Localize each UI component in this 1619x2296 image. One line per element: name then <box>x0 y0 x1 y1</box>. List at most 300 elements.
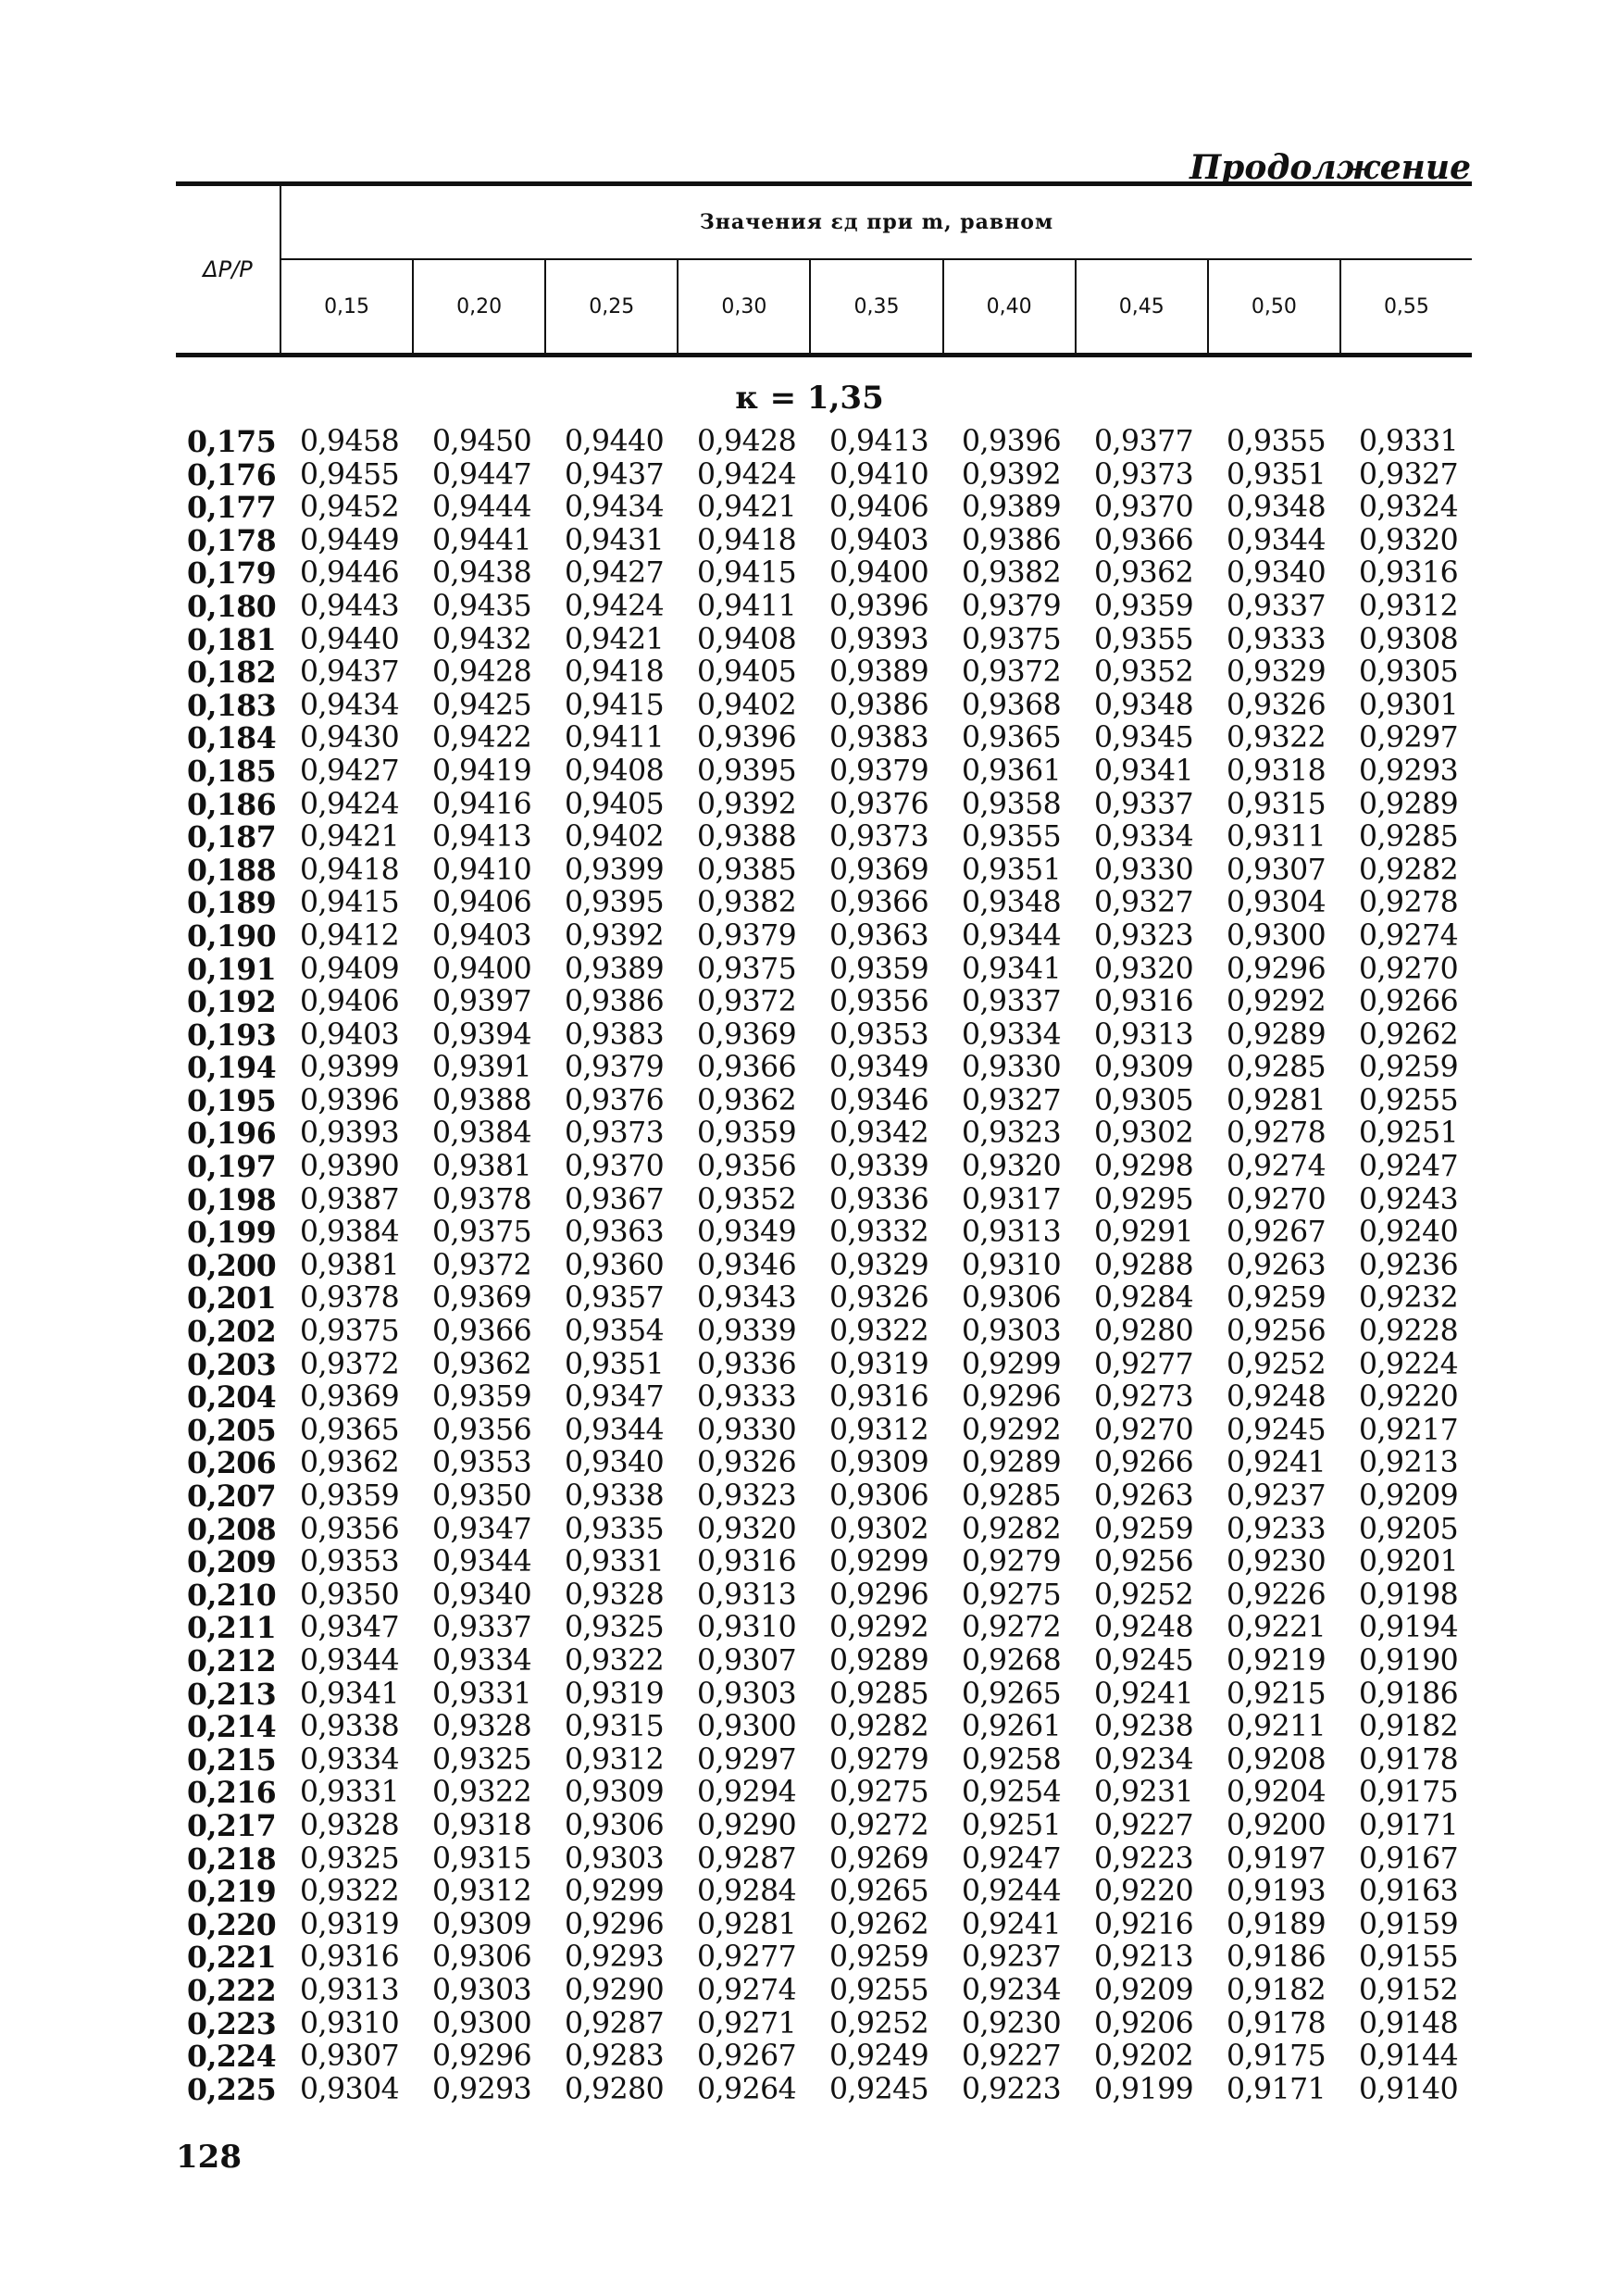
page-number: 128 <box>176 2139 242 2176</box>
value-cell: 0,9338 <box>565 1479 665 1513</box>
value-cell: 0,9171 <box>1227 2072 1326 2106</box>
value-cell: 0,9144 <box>1359 2040 1459 2074</box>
value-cell: 0,9263 <box>1227 1248 1326 1282</box>
value-cell: 0,9362 <box>432 1347 532 1381</box>
value-cell: 0,9334 <box>432 1643 532 1678</box>
value-cell: 0,9256 <box>1227 1315 1326 1349</box>
value-cell: 0,9329 <box>829 1248 929 1282</box>
table-row <box>187 986 1491 1019</box>
value-cell: 0,9243 <box>1359 1182 1459 1217</box>
value-cell: 0,9450 <box>432 425 532 458</box>
value-cell: 0,9292 <box>1227 985 1326 1019</box>
value-cell: 0,9249 <box>829 2040 929 2074</box>
value-cell: 0,9244 <box>962 1875 1062 1909</box>
value-cell: 0,9325 <box>565 1611 665 1645</box>
value-cell: 0,9375 <box>300 1315 400 1349</box>
value-cell: 0,9309 <box>565 1776 665 1810</box>
value-cell: 0,9280 <box>1094 1315 1194 1349</box>
value-cell: 0,9186 <box>1227 1940 1326 1975</box>
value-cell: 0,9440 <box>565 425 665 458</box>
table-row <box>187 1184 1491 1217</box>
value-cell: 0,9233 <box>1227 1512 1326 1546</box>
value-cell: 0,9298 <box>1094 1150 1194 1184</box>
value-cell: 0,9231 <box>1094 1776 1194 1810</box>
value-cell: 0,9205 <box>1359 1512 1459 1546</box>
value-cell: 0,9344 <box>300 1643 400 1678</box>
row-key-cell: 0,204 <box>187 1380 277 1416</box>
value-cell: 0,9254 <box>962 1776 1062 1810</box>
table-row <box>187 1151 1491 1184</box>
row-key-cell: 0,188 <box>187 853 277 888</box>
row-key-cell: 0,178 <box>187 523 277 558</box>
value-cell: 0,9302 <box>1094 1117 1194 1151</box>
value-cell: 0,9405 <box>697 655 797 690</box>
value-cell: 0,9327 <box>962 1083 1062 1117</box>
value-cell: 0,9322 <box>1227 721 1326 755</box>
value-cell: 0,9292 <box>962 1413 1062 1447</box>
value-cell: 0,9373 <box>829 820 929 855</box>
value-cell: 0,9319 <box>300 1907 400 1941</box>
row-key-cell: 0,189 <box>187 886 277 921</box>
value-cell: 0,9316 <box>1094 985 1194 1019</box>
value-cell: 0,9234 <box>962 1973 1062 2007</box>
value-cell: 0,9421 <box>565 622 665 656</box>
value-cell: 0,9281 <box>697 1907 797 1941</box>
value-cell: 0,9379 <box>565 1051 665 1085</box>
value-cell: 0,9268 <box>962 1643 1062 1678</box>
value-cell: 0,9435 <box>432 589 532 623</box>
value-cell: 0,9400 <box>432 952 532 986</box>
value-cell: 0,9265 <box>829 1875 929 1909</box>
value-cell: 0,9418 <box>300 853 400 887</box>
m-column-header: 0,50 <box>1207 260 1339 353</box>
value-cell: 0,9248 <box>1227 1380 1326 1415</box>
value-cell: 0,9369 <box>300 1380 400 1415</box>
value-cell: 0,9293 <box>565 1940 665 1975</box>
value-cell: 0,9213 <box>1094 1940 1194 1975</box>
value-cell: 0,9309 <box>432 1907 532 1941</box>
value-cell: 0,9391 <box>432 1051 532 1085</box>
value-cell: 0,9285 <box>1359 820 1459 855</box>
value-cell: 0,9351 <box>1227 457 1326 492</box>
value-cell: 0,9339 <box>829 1150 929 1184</box>
table-row <box>187 525 1491 558</box>
value-cell: 0,9241 <box>962 1907 1062 1941</box>
value-cell: 0,9285 <box>829 1677 929 1711</box>
value-cell: 0,9312 <box>1359 589 1459 623</box>
value-cell: 0,9259 <box>1359 1051 1459 1085</box>
value-cell: 0,9348 <box>962 886 1062 920</box>
row-key-cell: 0,208 <box>187 1512 277 1547</box>
table-row <box>187 821 1491 855</box>
value-cell: 0,9437 <box>300 655 400 690</box>
value-cell: 0,9296 <box>565 1907 665 1941</box>
value-cell: 0,9306 <box>829 1479 929 1513</box>
value-cell: 0,9399 <box>565 853 665 887</box>
table-row <box>187 2074 1491 2107</box>
value-cell: 0,9305 <box>1094 1083 1194 1117</box>
value-cell: 0,9425 <box>432 688 532 722</box>
value-cell: 0,9392 <box>565 918 665 953</box>
value-cell: 0,9390 <box>300 1150 400 1184</box>
table-row <box>187 1447 1491 1480</box>
value-cell: 0,9256 <box>1094 1545 1194 1579</box>
value-cell: 0,9258 <box>962 1742 1062 1777</box>
value-cell: 0,9245 <box>829 2072 929 2106</box>
value-cell: 0,9330 <box>697 1413 797 1447</box>
value-cell: 0,9247 <box>1359 1150 1459 1184</box>
value-cell: 0,9199 <box>1094 2072 1194 2106</box>
m-column-header: 0,30 <box>677 260 809 353</box>
value-cell: 0,9272 <box>962 1611 1062 1645</box>
value-cell: 0,9315 <box>565 1710 665 1744</box>
value-cell: 0,9416 <box>432 787 532 821</box>
row-key-cell: 0,215 <box>187 1742 277 1778</box>
value-cell: 0,9167 <box>1359 1841 1459 1876</box>
value-cell: 0,9265 <box>962 1677 1062 1711</box>
value-cell: 0,9348 <box>1094 688 1194 722</box>
table-row <box>187 459 1491 493</box>
value-cell: 0,9395 <box>565 886 665 920</box>
value-cell: 0,9171 <box>1359 1808 1459 1842</box>
table-row <box>187 1810 1491 1843</box>
value-cell: 0,9343 <box>697 1281 797 1316</box>
value-cell: 0,9347 <box>432 1512 532 1546</box>
value-cell: 0,9230 <box>1227 1545 1326 1579</box>
value-cell: 0,9198 <box>1359 1578 1459 1612</box>
row-key-cell: 0,222 <box>187 1973 277 2008</box>
value-cell: 0,9261 <box>962 1710 1062 1744</box>
value-cell: 0,9317 <box>962 1182 1062 1217</box>
table-row <box>187 1546 1491 1579</box>
row-key-cell: 0,180 <box>187 589 277 624</box>
value-cell: 0,9345 <box>1094 721 1194 755</box>
value-cell: 0,9356 <box>432 1413 532 1447</box>
value-cell: 0,9333 <box>1227 622 1326 656</box>
table-row <box>187 690 1491 723</box>
value-cell: 0,9350 <box>300 1578 400 1612</box>
value-cell: 0,9302 <box>829 1512 929 1546</box>
value-cell: 0,9356 <box>697 1150 797 1184</box>
value-cell: 0,9354 <box>565 1315 665 1349</box>
value-cell: 0,9262 <box>829 1907 929 1941</box>
value-cell: 0,9189 <box>1227 1907 1326 1941</box>
value-cell: 0,9223 <box>962 2072 1062 2106</box>
row-key-cell: 0,201 <box>187 1281 277 1316</box>
value-cell: 0,9202 <box>1094 2040 1194 2074</box>
value-cell: 0,9182 <box>1359 1710 1459 1744</box>
value-cell: 0,9331 <box>300 1776 400 1810</box>
value-cell: 0,9368 <box>962 688 1062 722</box>
value-cell: 0,9159 <box>1359 1907 1459 1941</box>
value-cell: 0,9289 <box>1227 1017 1326 1052</box>
value-cell: 0,9347 <box>300 1611 400 1645</box>
value-cell: 0,9278 <box>1359 886 1459 920</box>
value-cell: 0,9281 <box>1227 1083 1326 1117</box>
row-key-cell: 0,190 <box>187 918 277 954</box>
value-cell: 0,9337 <box>432 1611 532 1645</box>
value-cell: 0,9296 <box>432 2040 532 2074</box>
value-cell: 0,9412 <box>300 918 400 953</box>
value-cell: 0,9452 <box>300 491 400 525</box>
value-cell: 0,9313 <box>697 1578 797 1612</box>
row-key-cell: 0,199 <box>187 1216 277 1251</box>
value-cell: 0,9326 <box>1227 688 1326 722</box>
value-cell: 0,9379 <box>697 918 797 953</box>
table-row <box>187 789 1491 822</box>
value-cell: 0,9325 <box>300 1841 400 1876</box>
value-cell: 0,9356 <box>300 1512 400 1546</box>
row-key-cell: 0,220 <box>187 1907 277 1942</box>
value-cell: 0,9331 <box>565 1545 665 1579</box>
value-cell: 0,9208 <box>1227 1742 1326 1777</box>
value-cell: 0,9342 <box>829 1117 929 1151</box>
value-cell: 0,9443 <box>300 589 400 623</box>
table-row <box>187 1579 1491 1613</box>
value-cell: 0,9255 <box>1359 1083 1459 1117</box>
value-cell: 0,9316 <box>300 1940 400 1975</box>
value-cell: 0,9393 <box>829 622 929 656</box>
value-cell: 0,9403 <box>829 523 929 557</box>
value-cell: 0,9316 <box>697 1545 797 1579</box>
value-cell: 0,9209 <box>1094 1973 1194 2007</box>
value-cell: 0,9349 <box>697 1216 797 1250</box>
value-cell: 0,9409 <box>300 952 400 986</box>
value-cell: 0,9383 <box>565 1017 665 1052</box>
value-cell: 0,9344 <box>432 1545 532 1579</box>
m-column-header: 0,45 <box>1075 260 1207 353</box>
value-cell: 0,9290 <box>565 1973 665 2007</box>
value-cell: 0,9217 <box>1359 1413 1459 1447</box>
value-cell: 0,9299 <box>565 1875 665 1909</box>
value-cell: 0,9190 <box>1359 1643 1459 1678</box>
value-cell: 0,9275 <box>962 1578 1062 1612</box>
value-cell: 0,9386 <box>829 688 929 722</box>
value-cell: 0,9266 <box>1094 1446 1194 1480</box>
value-cell: 0,9363 <box>829 918 929 953</box>
value-cell: 0,9397 <box>432 985 532 1019</box>
value-cell: 0,9272 <box>829 1808 929 1842</box>
value-cell: 0,9377 <box>1094 425 1194 458</box>
value-cell: 0,9318 <box>1227 754 1326 788</box>
value-cell: 0,9444 <box>432 491 532 525</box>
value-cell: 0,9326 <box>697 1446 797 1480</box>
row-key-cell: 0,184 <box>187 721 277 756</box>
value-cell: 0,9375 <box>432 1216 532 1250</box>
value-cell: 0,9424 <box>300 787 400 821</box>
value-cell: 0,9382 <box>697 886 797 920</box>
value-cell: 0,9331 <box>432 1677 532 1711</box>
value-cell: 0,9382 <box>962 556 1062 591</box>
value-cell: 0,9300 <box>697 1710 797 1744</box>
value-cell: 0,9410 <box>432 853 532 887</box>
data-table-body <box>187 426 1491 2106</box>
value-cell: 0,9350 <box>432 1479 532 1513</box>
value-cell: 0,9320 <box>1359 523 1459 557</box>
row-key-cell: 0,225 <box>187 2072 277 2107</box>
value-cell: 0,9341 <box>1094 754 1194 788</box>
table-row <box>187 1381 1491 1415</box>
value-cell: 0,9355 <box>1227 425 1326 458</box>
table-row <box>187 1645 1491 1678</box>
value-cell: 0,9359 <box>1094 589 1194 623</box>
value-cell: 0,9152 <box>1359 1973 1459 2007</box>
value-cell: 0,9447 <box>432 457 532 492</box>
value-cell: 0,9274 <box>1227 1150 1326 1184</box>
table-row <box>187 1117 1491 1151</box>
value-cell: 0,9312 <box>829 1413 929 1447</box>
value-cell: 0,9279 <box>829 1742 929 1777</box>
value-cell: 0,9366 <box>829 886 929 920</box>
value-cell: 0,9327 <box>1094 886 1194 920</box>
value-cell: 0,9349 <box>829 1051 929 1085</box>
value-cell: 0,9337 <box>1094 787 1194 821</box>
table-row <box>187 1217 1491 1250</box>
value-cell: 0,9348 <box>1227 491 1326 525</box>
table-header <box>176 181 1472 357</box>
value-cell: 0,9230 <box>962 2006 1062 2040</box>
value-cell: 0,9306 <box>962 1281 1062 1316</box>
value-cell: 0,9351 <box>962 853 1062 887</box>
row-key-cell: 0,205 <box>187 1413 277 1448</box>
table-row <box>187 426 1491 459</box>
value-cell: 0,9392 <box>697 787 797 821</box>
table-row <box>187 1316 1491 1349</box>
value-cell: 0,9431 <box>565 523 665 557</box>
row-key-cell: 0,203 <box>187 1347 277 1382</box>
value-cell: 0,9334 <box>962 1017 1062 1052</box>
row-key-cell: 0,185 <box>187 754 277 789</box>
value-cell: 0,9283 <box>565 2040 665 2074</box>
value-cell: 0,9358 <box>962 787 1062 821</box>
row-key-cell: 0,176 <box>187 457 277 493</box>
value-cell: 0,9351 <box>565 1347 665 1381</box>
value-cell: 0,9289 <box>829 1643 929 1678</box>
value-cell: 0,9337 <box>962 985 1062 1019</box>
table-row <box>187 755 1491 789</box>
value-cell: 0,9178 <box>1359 1742 1459 1777</box>
value-cell: 0,9282 <box>829 1710 929 1744</box>
value-cell: 0,9427 <box>300 754 400 788</box>
value-cell: 0,9370 <box>1094 491 1194 525</box>
value-cell: 0,9337 <box>1227 589 1326 623</box>
value-cell: 0,9293 <box>432 2072 532 2106</box>
value-cell: 0,9287 <box>565 2006 665 2040</box>
value-cell: 0,9193 <box>1227 1875 1326 1909</box>
value-cell: 0,9274 <box>1359 918 1459 953</box>
value-cell: 0,9373 <box>1094 457 1194 492</box>
value-cell: 0,9376 <box>829 787 929 821</box>
value-cell: 0,9441 <box>432 523 532 557</box>
value-cell: 0,9228 <box>1359 1315 1459 1349</box>
value-cell: 0,9288 <box>1094 1248 1194 1282</box>
value-cell: 0,9365 <box>300 1413 400 1447</box>
table-row <box>187 1282 1491 1316</box>
value-cell: 0,9299 <box>829 1545 929 1579</box>
section-label: κ = 1,35 <box>735 380 884 417</box>
value-cell: 0,9252 <box>1227 1347 1326 1381</box>
value-cell: 0,9406 <box>829 491 929 525</box>
row-key-cell: 0,179 <box>187 556 277 592</box>
table-row <box>187 1019 1491 1053</box>
value-cell: 0,9303 <box>565 1841 665 1876</box>
value-cell: 0,9274 <box>697 1973 797 2007</box>
value-span-header: Значения εд при m, равном <box>281 186 1472 260</box>
value-cell: 0,9310 <box>962 1248 1062 1282</box>
value-cell: 0,9424 <box>565 589 665 623</box>
value-cell: 0,9341 <box>962 952 1062 986</box>
value-cell: 0,9252 <box>829 2006 929 2040</box>
row-key-cell: 0,186 <box>187 787 277 822</box>
value-cell: 0,9227 <box>1094 1808 1194 1842</box>
value-cell: 0,9418 <box>697 523 797 557</box>
row-key-cell: 0,198 <box>187 1182 277 1217</box>
value-cell: 0,9449 <box>300 523 400 557</box>
table-row <box>187 887 1491 920</box>
value-cell: 0,9241 <box>1227 1446 1326 1480</box>
value-cell: 0,9355 <box>962 820 1062 855</box>
table-row <box>187 1514 1491 1547</box>
value-cell: 0,9366 <box>697 1051 797 1085</box>
value-cell: 0,9352 <box>1094 655 1194 690</box>
value-cell: 0,9237 <box>962 1940 1062 1975</box>
value-cell: 0,9384 <box>300 1216 400 1250</box>
value-cell: 0,9434 <box>300 688 400 722</box>
row-column-header: ΔP/P <box>176 186 281 353</box>
value-cell: 0,9216 <box>1094 1907 1194 1941</box>
value-cell: 0,9310 <box>300 2006 400 2040</box>
value-cell: 0,9232 <box>1359 1281 1459 1316</box>
value-cell: 0,9280 <box>565 2072 665 2106</box>
value-cell: 0,9362 <box>697 1083 797 1117</box>
value-cell: 0,9334 <box>1094 820 1194 855</box>
m-column-header: 0,25 <box>544 260 677 353</box>
value-cell: 0,9251 <box>962 1808 1062 1842</box>
value-cell: 0,9295 <box>1094 1182 1194 1217</box>
value-cell: 0,9379 <box>962 589 1062 623</box>
value-cell: 0,9301 <box>1359 688 1459 722</box>
continued-label: Продолжение <box>1189 148 1471 187</box>
value-cell: 0,9408 <box>565 754 665 788</box>
value-cell: 0,9236 <box>1359 1248 1459 1282</box>
table-row <box>187 855 1491 888</box>
value-cell: 0,9197 <box>1227 1841 1326 1876</box>
value-cell: 0,9366 <box>1094 523 1194 557</box>
row-key-cell: 0,210 <box>187 1578 277 1613</box>
value-cell: 0,9148 <box>1359 2006 1459 2040</box>
table-row <box>187 1711 1491 1744</box>
row-key-cell: 0,214 <box>187 1710 277 1745</box>
table-row <box>187 920 1491 954</box>
value-cell: 0,9332 <box>829 1216 929 1250</box>
value-cell: 0,9434 <box>565 491 665 525</box>
value-cell: 0,9322 <box>300 1875 400 1909</box>
table-row <box>187 1941 1491 1975</box>
value-cell: 0,9252 <box>1094 1578 1194 1612</box>
value-cell: 0,9247 <box>962 1841 1062 1876</box>
value-cell: 0,9241 <box>1094 1677 1194 1711</box>
row-key-cell: 0,209 <box>187 1545 277 1580</box>
value-cell: 0,9378 <box>432 1182 532 1217</box>
value-cell: 0,9269 <box>829 1841 929 1876</box>
row-key-cell: 0,223 <box>187 2006 277 2041</box>
row-key-cell: 0,191 <box>187 952 277 987</box>
table-row <box>187 2008 1491 2041</box>
table-row <box>187 624 1491 657</box>
table-row <box>187 2040 1491 2074</box>
value-cell: 0,9310 <box>697 1611 797 1645</box>
value-cell: 0,9322 <box>432 1776 532 1810</box>
